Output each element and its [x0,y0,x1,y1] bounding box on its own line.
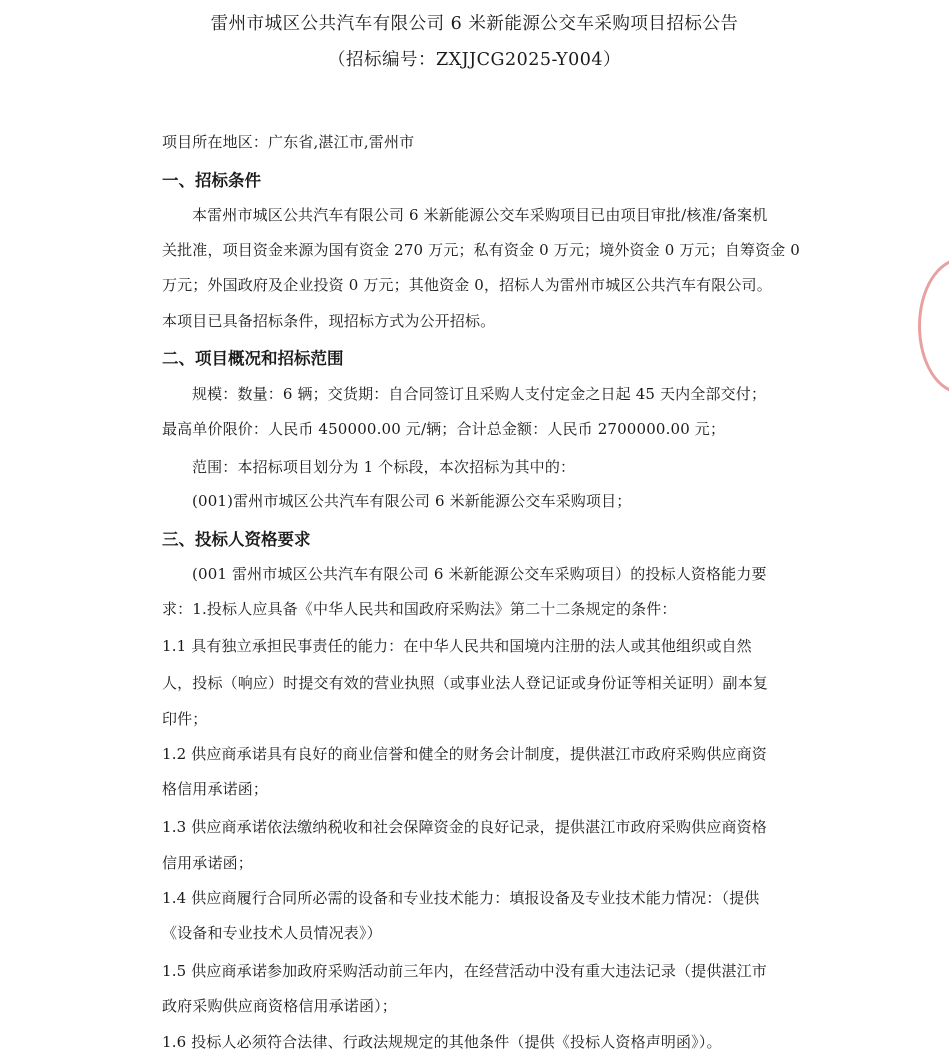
section3-line: 1.3 供应商承诺依法缴纳税收和社会保障资金的良好记录，提供湛江市政府采购供应商资格 [162,818,767,836]
section3-line: 人，投标（响应）时提交有效的营业执照（或事业法人登记证或身份证等相关证明）副本复 [162,674,769,692]
section1-line: 本雷州市城区公共汽车有限公司 6 米新能源公交车采购项目已由项目审批/核准/备案机 [192,206,768,224]
section1-heading: 一、招标条件 [162,171,261,190]
section3-line: 1.2 供应商承诺具有良好的商业信誉和健全的财务会计制度，提供湛江市政府采购供应商资 [162,745,767,763]
section2-heading: 二、项目概况和招标范围 [162,349,344,368]
official-seal [918,258,949,394]
section3-line: (001 雷州市城区公共汽车有限公司 6 米新能源公交车采购项目）的投标人资格能力要 [192,565,767,583]
section3-line: 格信用承诺函； [162,780,269,798]
project-location: 项目所在地区：广东省,湛江市,雷州市 [162,133,415,151]
section3-line: 1.1 具有独立承担民事责任的能力：在中华人民共和国境内注册的法人或其他组织或自然 [162,637,752,655]
section1-line: 关批准，项目资金来源为国有资金 270 万元；私有资金 0 万元；境外资金 0 万元；自筹资金 0 [162,241,800,259]
section3-heading: 三、投标人资格要求 [162,530,311,549]
section1-line: 万元；外国政府及企业投资 0 万元；其他资金 0，招标人为雷州市城区公共汽车有限公司。 [162,276,772,294]
section3-line: 1.6 投标人必须符合法律、行政法规规定的其他条件（提供《投标人资格声明函》）。 [162,1033,722,1051]
section3-line: 《设备和专业技术人员情况表》） [162,924,382,942]
section2-line: 范围：本招标项目划分为 1 个标段，本次招标为其中的： [192,458,576,476]
section3-line: 信用承诺函； [162,854,253,872]
section2-line: (001)雷州市城区公共汽车有限公司 6 米新能源公交车采购项目； [192,492,632,510]
document-title: 雷州市城区公共汽车有限公司 6 米新能源公交车采购项目招标公告 [210,14,739,34]
section2-line: 最高单价限价：人民币 450000.00 元/辆；合计总金额：人民币 2700000.00 元； [162,420,726,438]
tender-code: （招标编号：ZXJJCG2025-Y004） [328,50,621,70]
section3-line: 政府采购供应商资格信用承诺函）； [162,997,397,1015]
section3-line: 求：1.投标人应具备《中华人民共和国政府采购法》第二十二条规定的条件： [162,600,677,618]
section2-line: 规模：数量：6 辆；交货期：自合同签订且采购人支付定金之日起 45 天内全部交付； [192,385,767,403]
section1-line: 本项目已具备招标条件，现招标方式为公开招标。 [162,312,496,330]
section3-line: 印件； [162,710,208,728]
section3-line: 1.5 供应商承诺参加政府采购活动前三年内，在经营活动中没有重大违法记录（提供湛江市 [162,962,767,980]
section3-line: 1.4 供应商履行合同所必需的设备和专业技术能力：填报设备及专业技术能力情况：（提供 [162,889,760,907]
